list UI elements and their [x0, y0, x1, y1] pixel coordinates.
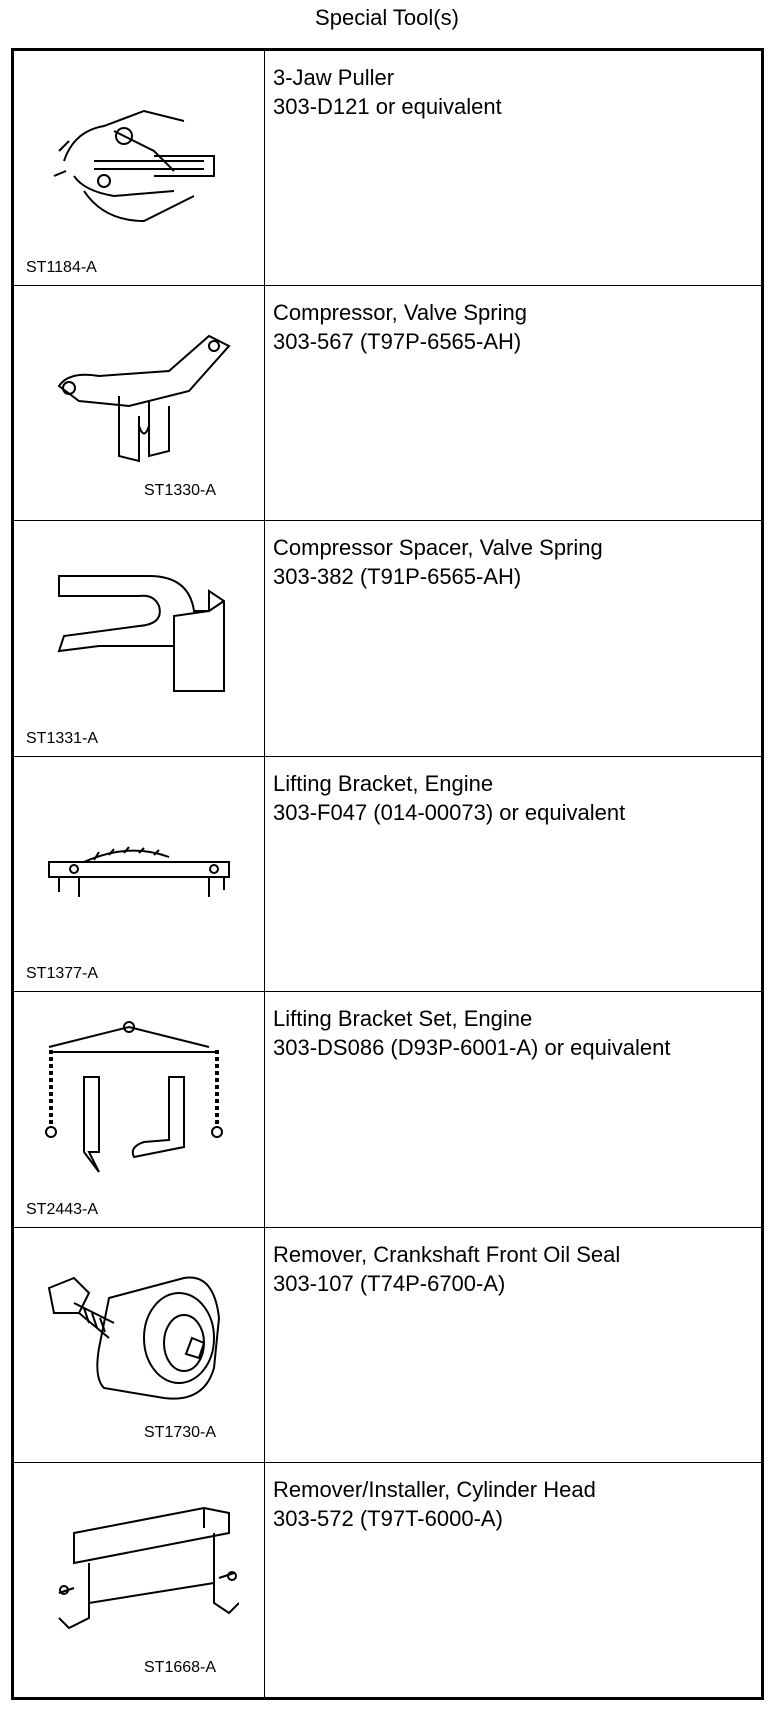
- tool-image-cell: [13, 285, 265, 521]
- three-jaw-puller-icon: [34, 81, 234, 241]
- tool-part-number: 303-107 (T74P-6700-A): [273, 1270, 506, 1296]
- tool-description-cell: [265, 992, 763, 1228]
- tool-description-cell: [265, 50, 763, 286]
- tool-part-number: 303-572 (T97T-6000-A): [273, 1506, 503, 1531]
- table-row: [13, 992, 763, 1228]
- tool-name: Compressor Spacer, Valve Spring: [273, 535, 603, 560]
- lifting-bracket-set-icon: [29, 1012, 244, 1182]
- tool-image-cell: [13, 1227, 265, 1463]
- table-row: [13, 285, 763, 521]
- tool-part-number: 303-567 (T97P-6565-AH): [273, 328, 522, 354]
- tool-name: Lifting Bracket Set, Engine: [273, 1006, 533, 1031]
- tool-part-number: 303-DS086 (D93P-6001-A) or equivalent: [273, 1035, 671, 1060]
- tool-image-cell: [13, 50, 265, 286]
- compressor-spacer-icon: [39, 546, 239, 706]
- tool-name: Remover/Installer, Cylinder Head: [273, 1477, 596, 1502]
- tool-image-cell: [13, 521, 265, 757]
- table-row: [13, 521, 763, 757]
- table-row: [13, 50, 763, 286]
- tool-name: 3-Jaw Puller: [273, 65, 395, 90]
- table-row: [13, 756, 763, 992]
- engine-lifting-bracket-icon: [39, 822, 239, 922]
- table-row: [13, 1463, 763, 1699]
- tool-description-cell: [265, 1463, 763, 1699]
- tool-name: Compressor, Valve Spring: [273, 299, 527, 325]
- tool-description-cell: [265, 1227, 763, 1463]
- oil-seal-remover-icon: [34, 1258, 234, 1418]
- tool-image-cell: [13, 992, 265, 1228]
- page-title: Special Tool(s): [315, 5, 459, 30]
- tool-image-cell: [13, 1463, 265, 1699]
- tool-code: ST1730-A: [144, 1424, 217, 1441]
- table-row: [13, 1227, 763, 1463]
- valve-spring-compressor-icon: [39, 316, 239, 476]
- tool-code: ST1668-A: [144, 1658, 217, 1676]
- tool-code: ST1377-A: [26, 965, 99, 982]
- tool-description-cell: [265, 285, 763, 521]
- tool-description-cell: [265, 756, 763, 992]
- tool-code: ST1331-A: [26, 729, 99, 747]
- tool-part-number: 303-382 (T91P-6565-AH): [273, 564, 522, 589]
- tool-description-cell: [265, 521, 763, 757]
- cylinder-head-remover-icon: [29, 1488, 239, 1648]
- tool-name: Lifting Bracket, Engine: [273, 770, 494, 796]
- tool-part-number: 303-F047 (014-00073) or equivalent: [273, 799, 626, 825]
- tool-part-number: 303-D121 or equivalent: [273, 94, 502, 119]
- tool-code: ST2443-A: [26, 1200, 99, 1218]
- tool-name: Remover, Crankshaft Front Oil Seal: [273, 1241, 621, 1267]
- special-tools-table: [11, 48, 764, 1700]
- tool-code: ST1330-A: [144, 482, 217, 499]
- tool-image-cell: [13, 756, 265, 992]
- tool-code: ST1184-A: [26, 258, 97, 276]
